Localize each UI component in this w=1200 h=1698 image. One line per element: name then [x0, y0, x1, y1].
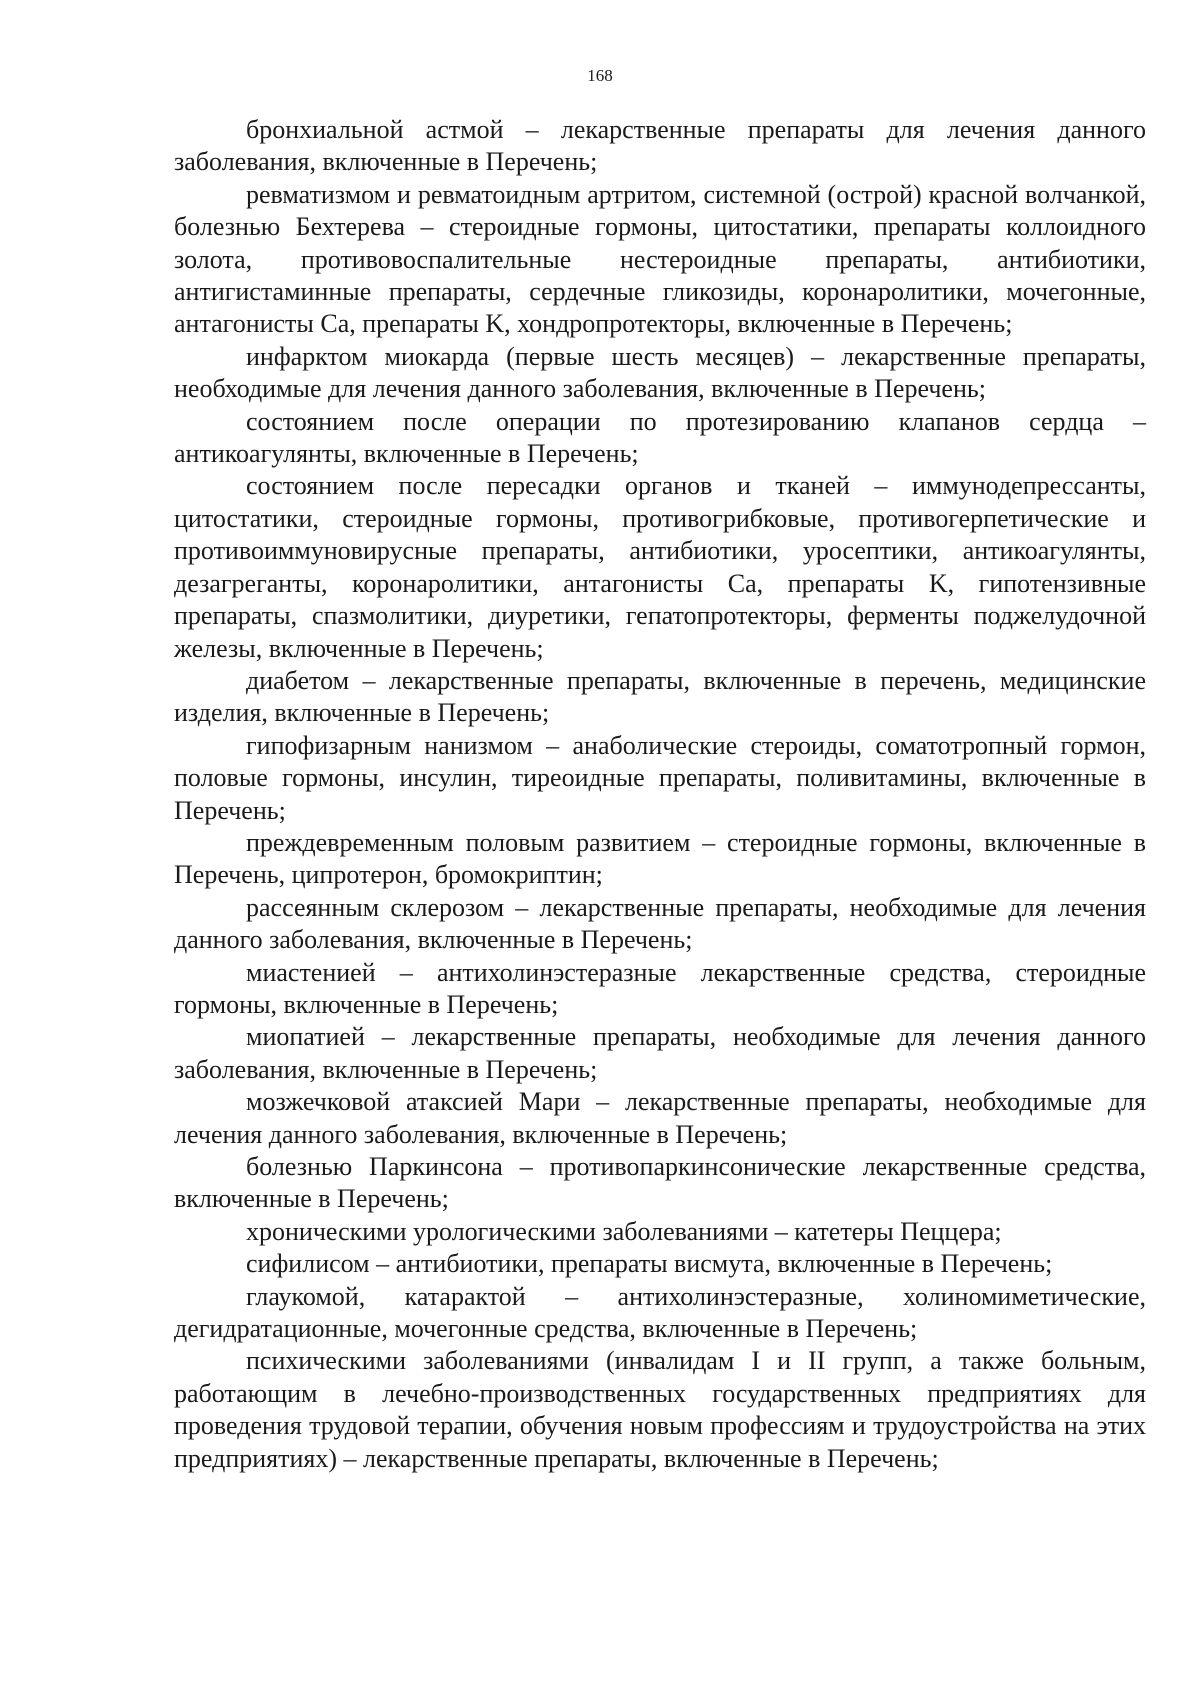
- paragraph: гипофизарным нанизмом – анаболические стероиды, соматотропный гормон, половые гормоны, инсулин, тиреоидные препараты, поливитамины, включенные в Перечень;: [174, 730, 1146, 825]
- page-number: 168: [587, 66, 613, 85]
- paragraph: инфарктом миокарда (первые шесть месяцев) – лекарственные препараты, необходимые для лечения данного заболевания, включенные в Перечень;: [174, 341, 1146, 404]
- paragraph: психическими заболеваниями (инвалидам I и II групп, а также больным, работающим в лечебно-производственных государственных предприятиях для проведения трудовой терапии, обучения новым профессиям и трудоустройства на этих предприятиях) – лекарственные препараты, включенные в Перечень;: [174, 1346, 1146, 1473]
- paragraph: сифилисом – антибиотики, препараты висмута, включенные в Перечень;: [246, 1249, 1053, 1279]
- paragraph: бронхиальной астмой – лекарственные препараты для лечения данного заболевания, включенные в Перечень;: [174, 115, 1146, 177]
- paragraph: преждевременным половым развитием – стероидные гормоны, включенные в Перечень, ципротерон, бромокриптин;: [174, 827, 1146, 890]
- paragraph: диабетом – лекарственные препараты, включенные в перечень, медицинские изделия, включенные в Перечень;: [174, 665, 1146, 728]
- paragraph: миастенией – антихолинэстеразные лекарственные средства, стероидные гормоны, включенные в Перечень;: [174, 957, 1146, 1019]
- paragraph: рассеянным склерозом – лекарственные препараты, необходимые для лечения данного заболевания, включенные в Перечень;: [174, 892, 1146, 955]
- paragraph: ревматизмом и ревматоидным артритом, системной (острой) красной волчанкой, болезнью Бехтерева – стероидные гормоны, цитостатики, препараты коллоидного золота, противовоспалительные нестероидные препараты, антибиотики, антигистаминные препараты, сердечные гликозиды, коронаролитики, мочегонные, антагонисты Ca, препараты K, хондропротекторы, включенные в Перечень;: [174, 179, 1146, 339]
- paragraph: болезнью Паркинсона – противопаркинсонические лекарственные средства, включенные в Перечень;: [174, 1152, 1146, 1214]
- paragraph: мозжечковой атаксией Мари – лекарственные препараты, необходимые для лечения данного заболевания, включенные в Перечень;: [174, 1087, 1146, 1149]
- paragraph: состоянием после операции по протезированию клапанов сердца – антикоагулянты, включенные в Перечень;: [174, 406, 1146, 469]
- paragraph: глаукомой, катарактой – антихолинэстеразные, холиномиметические, дегидратационные, мочегонные средства, включенные в Перечень;: [174, 1281, 1146, 1344]
- document-body: [174, 114, 1146, 1475]
- paragraph: хроническими урологическими заболеваниями – катетеры Пеццера;: [246, 1216, 1002, 1246]
- paragraph: состоянием после пересадки органов и тканей – иммунодепрессанты, цитостатики, стероидные гормоны, противогрибковые, противогерпетические и противоиммуновирусные препараты, антибиотики, уросептики, антикоагулянты, дезагреганты, коронаролитики, антагонисты Ca, препараты K, гипотензивные препараты, спазмолитики, диуретики, гепатопротекторы, ферменты поджелудочной железы, включенные в Перечень;: [174, 471, 1146, 663]
- paragraph: миопатией – лекарственные препараты, необходимые для лечения данного заболевания, включенные в Перечень;: [174, 1022, 1146, 1084]
